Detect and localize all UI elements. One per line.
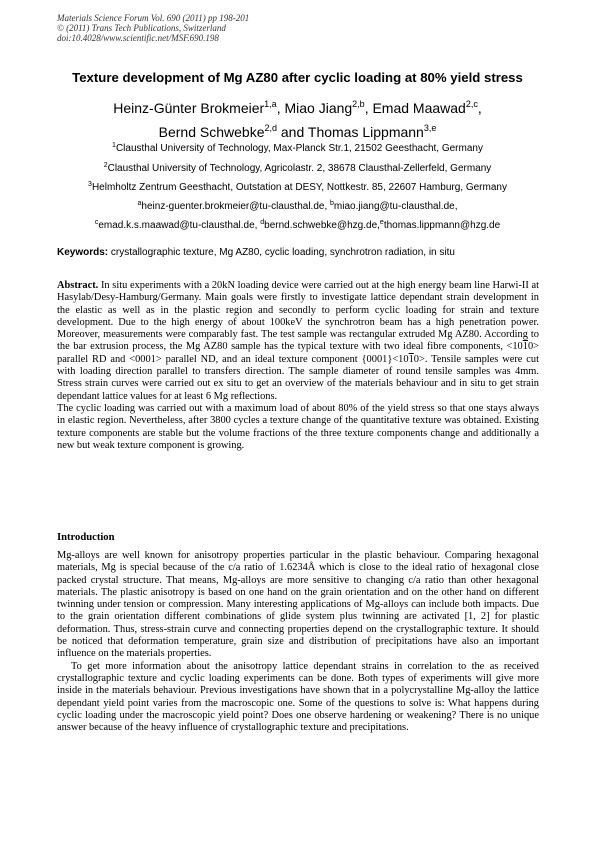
- author-name: Emad Maawad: [372, 100, 466, 116]
- author-sup: 3,e: [423, 123, 437, 133]
- author-sup: 1,a: [264, 99, 277, 109]
- author-sup: 2,b: [352, 99, 365, 109]
- email-e[interactable]: thomas.lippmann@hzg.de: [383, 220, 501, 231]
- email-b[interactable]: miao.jiang@tu-clausthal.de,: [333, 201, 458, 212]
- author-name: Heinz-Günter Brokmeier: [113, 100, 265, 116]
- author-sup: 2,c: [465, 99, 478, 109]
- abstract-paragraph-1: Abstract. In situ experiments with a 20kN loading device were carried out at the high energy beam line Harwi-II at Hasylab/Desy-Hamburg/Germany. Main goals were firstly to investigate lattice dependant strain development in the elastic as well as in the plastic region and secondly to perform cyclic loading for strain and texture development. Due to the high energy of about 100keV the synchrotron beam has a high penetration power. Moreover, measurements were comparably fast. The test sample was rectangular extruded Mg AZ80. According to the bar extrusion process, the Mg AZ80 sample has the typical texture with two ideal fibre components, <1010> parallel RD and <0001> parallel ND, and an ideal texture component {0001}<1010>. Tensile samples were cut with loading direction parallel to transfers direction. The sample diameter of round tensile samples was 4mm. Stress strain curves were carried out ex situ to get an overview of the materials behaviour and in situ to get strain dependant lattice values for at least 6 Mg reflections.: [57, 280, 539, 402]
- abstract-paragraph-2: The cyclic loading was carried out with a maximum load of about 80% of the yield stress so that one stays always in elastic region. Nevertheless, after 3800 cycles a texture change of the quantitative texture was obtained. Existing texture components are stable but the volume fractions of the three texture components change and additionally a new but weak texture component is growing.: [57, 402, 539, 451]
- introduction-paragraph-2: To get more information about the anisotropy lattice dependant strains in correlation to the as received crystallographic texture and cyclic loading experiments can be done. Both types of experiments will give more inside in the materials behaviour. Previous investigations have shown that in a polycrystalline Mg-alloy the lattice dependant yield point varies from the macroscopic one. Some of the questions to solve is: What happens during cyclic loading under the macroscopic yield point? Does one observe hardening or weakening? There is no unique answer because of the heavy influence of crystallographic texture and precipitations.: [57, 660, 539, 734]
- affiliation-2: $^2$Clausthal University of Technology, Agricolastr. 2, 38678 Clausthal-Zellerfeld, Germany: [103, 162, 492, 174]
- journal-citation: Materials Science Forum Vol. 690 (2011) pp 198-201: [57, 13, 250, 23]
- journal-header: [57, 13, 249, 43]
- email-line-2: $^c$emad.k.s.maawad@tu-clausthal.de, $^d$bernd.schwebke@hzg.de,$^e$thomas.lippmann@hzg.de: [94, 219, 501, 231]
- paper-title: Texture development of Mg AZ80 after cyclic loading at 80% yield stress: [72, 70, 523, 85]
- author-sup: 2,d: [264, 123, 277, 133]
- keywords-text: crystallographic texture, Mg AZ80, cyclic loading, synchrotron radiation, in situ: [110, 247, 455, 258]
- email-d[interactable]: bernd.schwebke@hzg.de,: [264, 220, 380, 231]
- email-c[interactable]: emad.k.s.maawad@tu-clausthal.de,: [98, 220, 258, 231]
- author-list: Heinz-Günter Brokmeier$^{1,a}$, Miao Jiang$^{2,b}$, Emad Maawad$^{2,c}$, Bernd Schwebke$^{2,d}$ and Thomas Lippmann$^{3,e}$: [113, 99, 482, 140]
- doi-line: doi:10.4028/www.scientific.net/MSF.690.198: [57, 33, 219, 43]
- author-name: Miao Jiang: [284, 100, 353, 116]
- copyright-line: © (2011) Trans Tech Publications, Switzerland: [57, 23, 226, 33]
- keywords-label: Keywords:: [57, 247, 109, 258]
- introduction-paragraph-1: Mg-alloys are well known for anisotropy properties particular in the plastic behaviour. Comparing hexagonal materials, Mg is special because of the c/a ratio of 1.6234Å which is close to the ideal ratio of hexagonal close packed crystal structure. That means, Mg-alloys are more sensitive to changing c/a ratio than other hexagonal materials. The plastic anisotropy is based on one hand on the grain orientation and on the other hand on different twinning under tension or compression. Many interesting applications of Mg-alloys can include both impacts. Due to the grain orientation different combinations of glide system plus twinning are activated [1, 2] for plastic deformation. Thus, stress-strain curve and connecting properties depend on the crystallographic texture. It should be noticed that deformation temperature, grain size and distribution of precipitations have also an important influence on the materials properties.: [57, 550, 539, 660]
- affiliation-3: $^3$Helmholtz Zentrum Geesthacht, Outstation at DESY, Nottkestr. 85, 22607 Hamburg, Germany: [88, 181, 507, 193]
- introduction-body: [57, 550, 539, 734]
- author-name: Thomas Lippmann: [307, 124, 424, 140]
- author-name: Bernd Schwebke: [158, 124, 265, 140]
- keywords: [57, 247, 542, 258]
- email-line-1: $^a$heinz-guenter.brokmeier@tu-clausthal.de, $^b$miao.jiang@tu-clausthal.de,: [137, 200, 458, 212]
- affiliation-1: $^1$Clausthal University of Technology, Max-Planck Str.1, 21502 Geesthacht, Germany: [112, 142, 483, 154]
- email-a[interactable]: heinz-guenter.brokmeier@tu-clausthal.de,: [141, 201, 328, 212]
- abstract-label: Abstract.: [57, 280, 99, 291]
- abstract: [57, 280, 539, 452]
- section-title-introduction: Introduction: [57, 532, 115, 543]
